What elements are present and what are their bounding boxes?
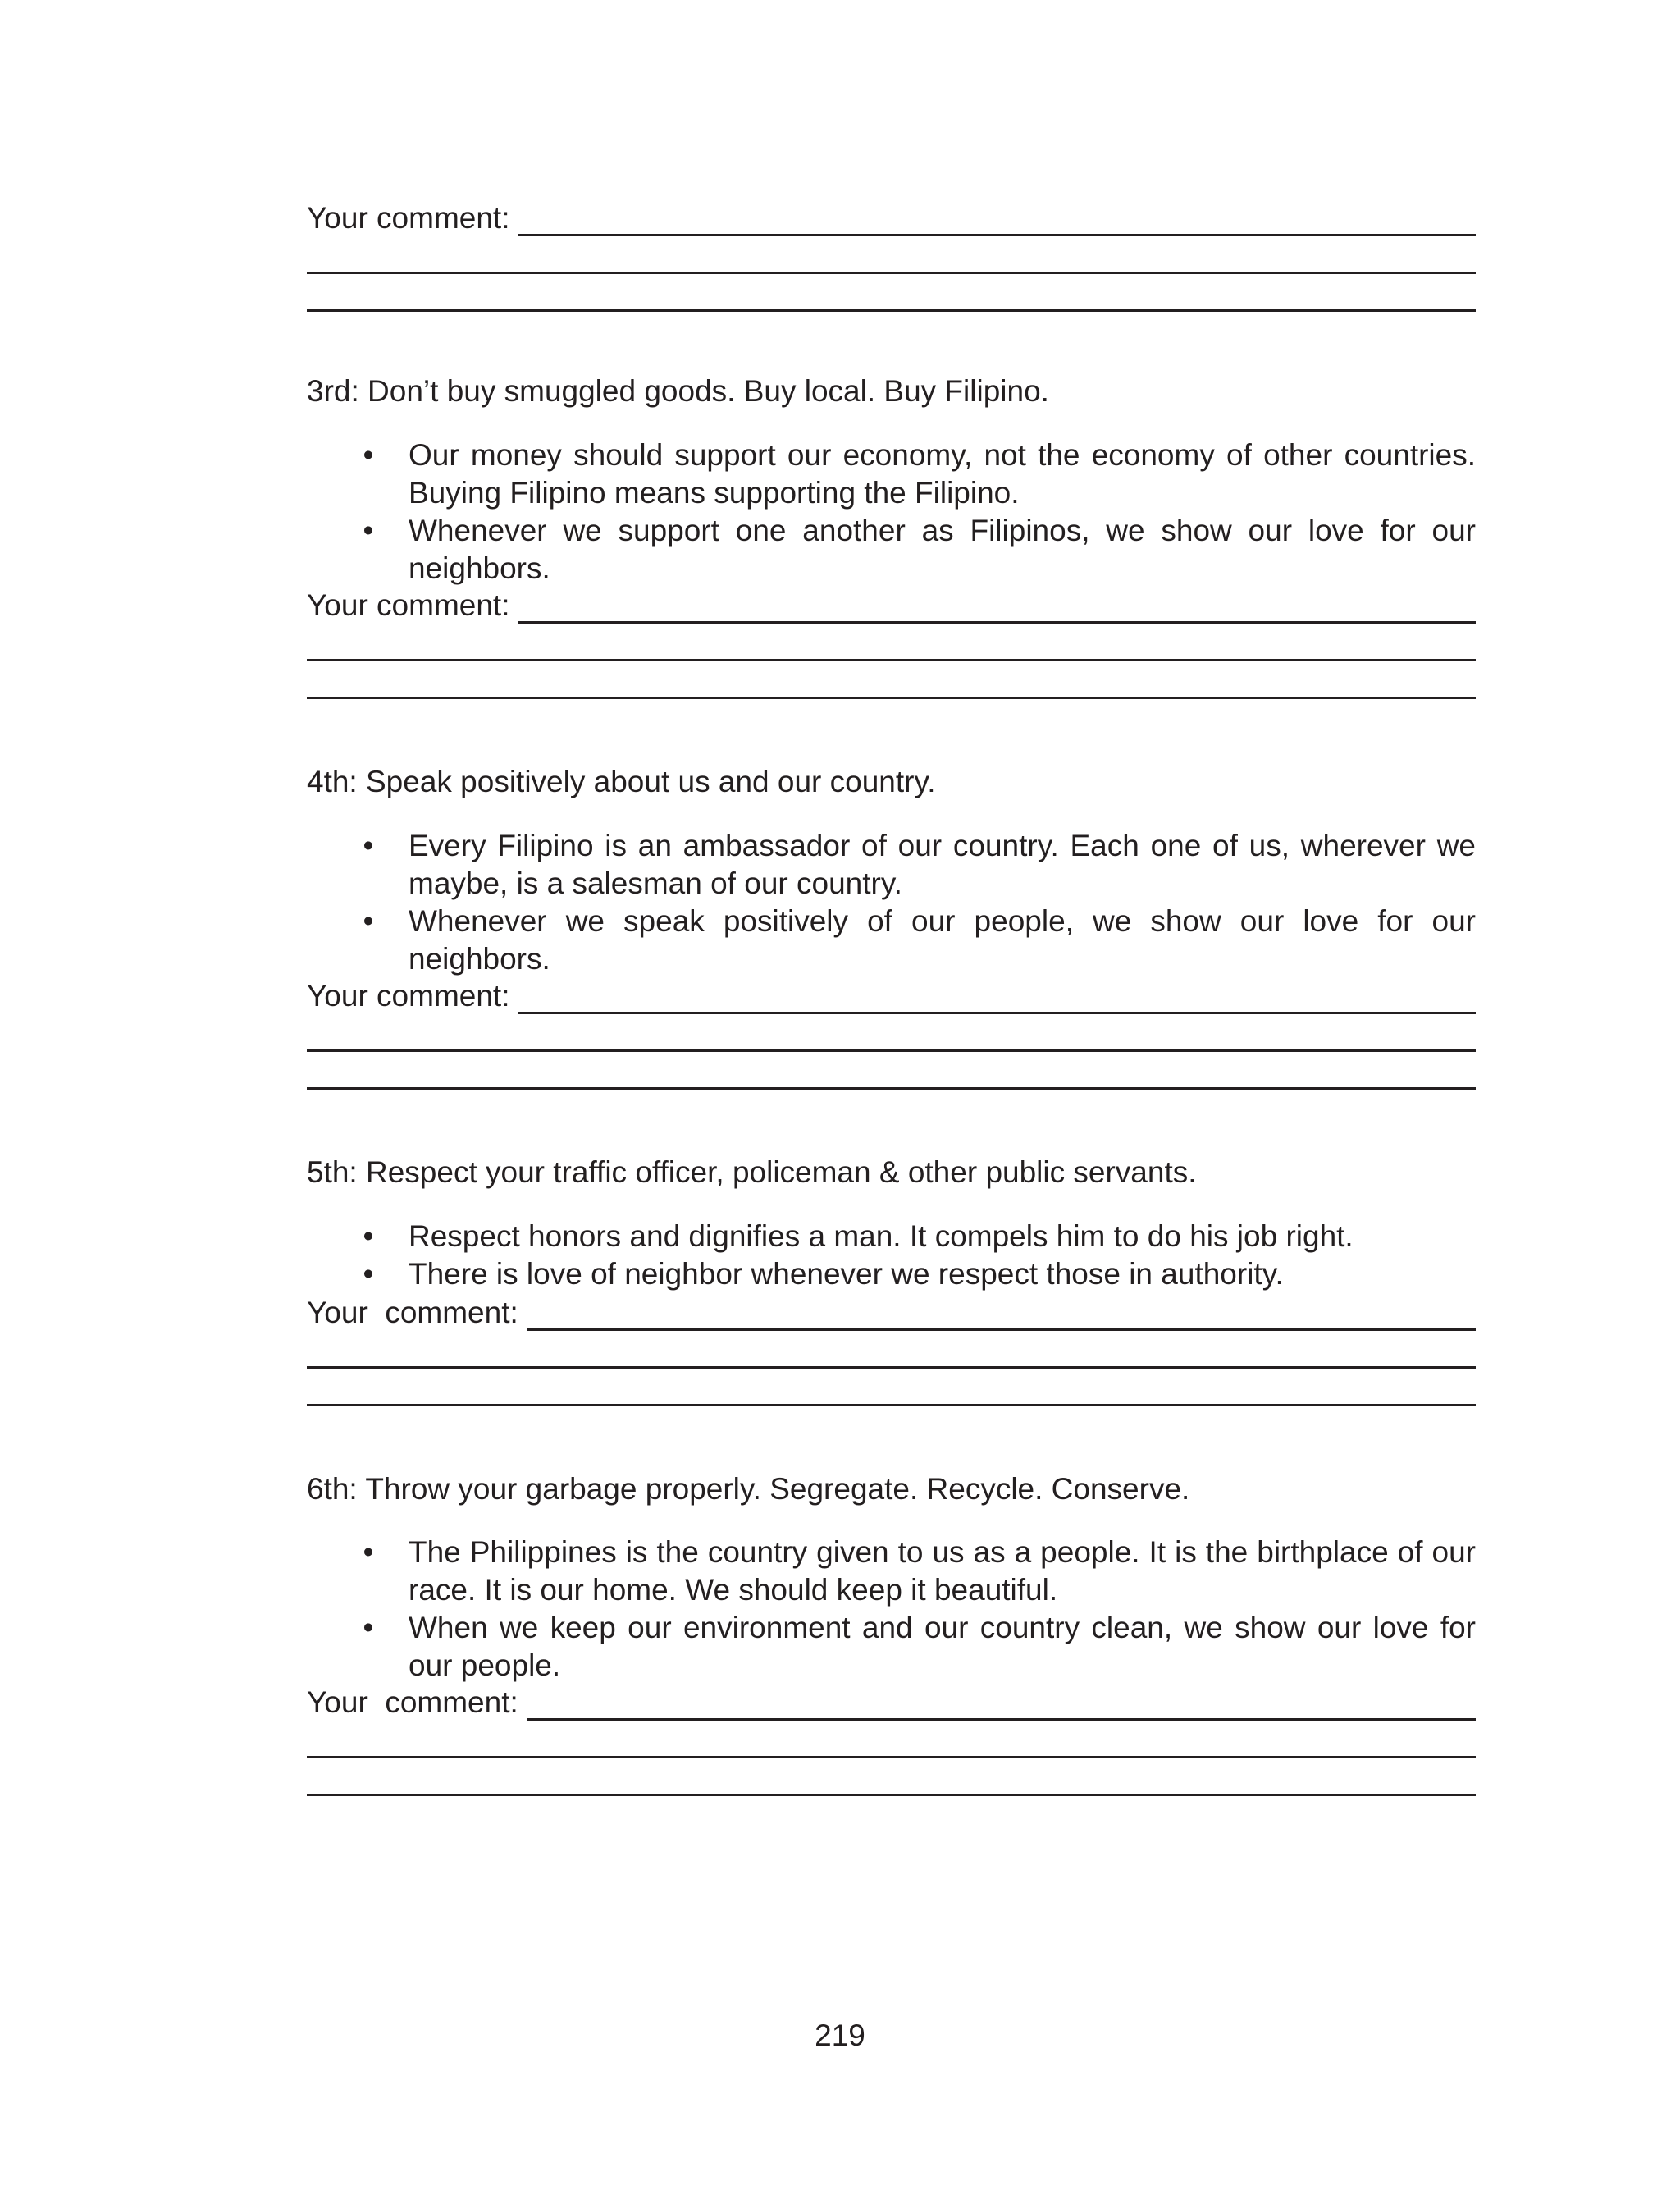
comment-line (307, 195, 1476, 236)
comment-block-6th (307, 1680, 1476, 1796)
comment-line (307, 583, 1476, 624)
bullet-icon: • (363, 1257, 374, 1291)
comment-answer-line[interactable] (518, 233, 1476, 236)
comment-block-top (307, 195, 1476, 312)
bullet-list-5th (307, 1218, 1476, 1293)
bullet-text: Every Filipino is an ambassador of our country. Each one of us, wherever we maybe, is a salesman of our country. (409, 829, 1476, 900)
bullet-text: There is love of neighbor whenever we respect those in authority. (409, 1257, 1284, 1291)
list-item (307, 437, 1476, 512)
bullet-icon: • (363, 1611, 374, 1644)
list-item (307, 1218, 1476, 1255)
list-item (307, 1609, 1476, 1685)
bullet-icon: • (363, 514, 374, 547)
comment-label: Your comment: (307, 1685, 518, 1719)
comment-answer-line[interactable] (307, 1721, 1476, 1758)
bullet-icon: • (363, 438, 374, 472)
comment-line (307, 973, 1476, 1014)
comment-block-4th (307, 973, 1476, 1090)
page-number: 219 (815, 2019, 865, 2052)
list-item (307, 827, 1476, 903)
comment-answer-line[interactable] (518, 620, 1476, 624)
comment-label: Your comment: (307, 588, 510, 622)
list-item (307, 512, 1476, 588)
comment-answer-line[interactable] (527, 1717, 1476, 1721)
comment-line (307, 1680, 1476, 1721)
comment-label: Your comment: (307, 1296, 518, 1329)
section-title-5th: 5th: Respect your traffic officer, policeman & other public servants. (307, 1155, 1197, 1189)
section-title-4th: 4th: Speak positively about us and our country. (307, 765, 936, 798)
comment-answer-line[interactable] (527, 1328, 1476, 1331)
comment-label: Your comment: (307, 201, 510, 235)
bullet-text: Our money should support our economy, not the economy of other countries. Buying Filipino means supporting the Filipino. (409, 438, 1476, 510)
comment-answer-line[interactable] (307, 1014, 1476, 1052)
comment-block-3rd (307, 583, 1476, 699)
bullet-icon: • (363, 904, 374, 938)
comment-answer-line[interactable] (518, 1011, 1476, 1014)
comment-answer-line[interactable] (307, 624, 1476, 661)
section-title-3rd: 3rd: Don’t buy smuggled goods. Buy local. Buy Filipino. (307, 374, 1049, 408)
bullet-list-3rd (307, 437, 1476, 588)
comment-line (307, 1290, 1476, 1331)
list-item (307, 1534, 1476, 1609)
comment-answer-line[interactable] (307, 1758, 1476, 1796)
bullet-icon: • (363, 1535, 374, 1569)
bullet-text: Whenever we support one another as Filipinos, we show our love for our neighbors. (409, 514, 1476, 585)
list-item (307, 903, 1476, 978)
bullet-text: The Philippines is the country given to us as a people. It is the birthplace of our race. It is our home. We should keep it beautiful. (409, 1535, 1476, 1607)
bullet-icon: • (363, 829, 374, 862)
bullet-text: When we keep our environment and our country clean, we show our love for our people. (409, 1611, 1476, 1682)
comment-answer-line[interactable] (307, 1052, 1476, 1090)
bullet-text: Whenever we speak positively of our people, we show our love for our neighbors. (409, 904, 1476, 976)
bullet-icon: • (363, 1219, 374, 1253)
section-title-6th: 6th: Throw your garbage properly. Segregate. Recycle. Conserve. (307, 1472, 1190, 1506)
comment-block-5th (307, 1290, 1476, 1406)
comment-label: Your comment: (307, 979, 510, 1013)
comment-answer-line[interactable] (307, 274, 1476, 312)
bullet-text: Respect honors and dignifies a man. It compels him to do his job right. (409, 1219, 1354, 1253)
bullet-list-4th (307, 827, 1476, 978)
comment-answer-line[interactable] (307, 236, 1476, 274)
comment-answer-line[interactable] (307, 1369, 1476, 1406)
comment-answer-line[interactable] (307, 1331, 1476, 1369)
list-item (307, 1255, 1476, 1293)
bullet-list-6th (307, 1534, 1476, 1685)
comment-answer-line[interactable] (307, 661, 1476, 699)
